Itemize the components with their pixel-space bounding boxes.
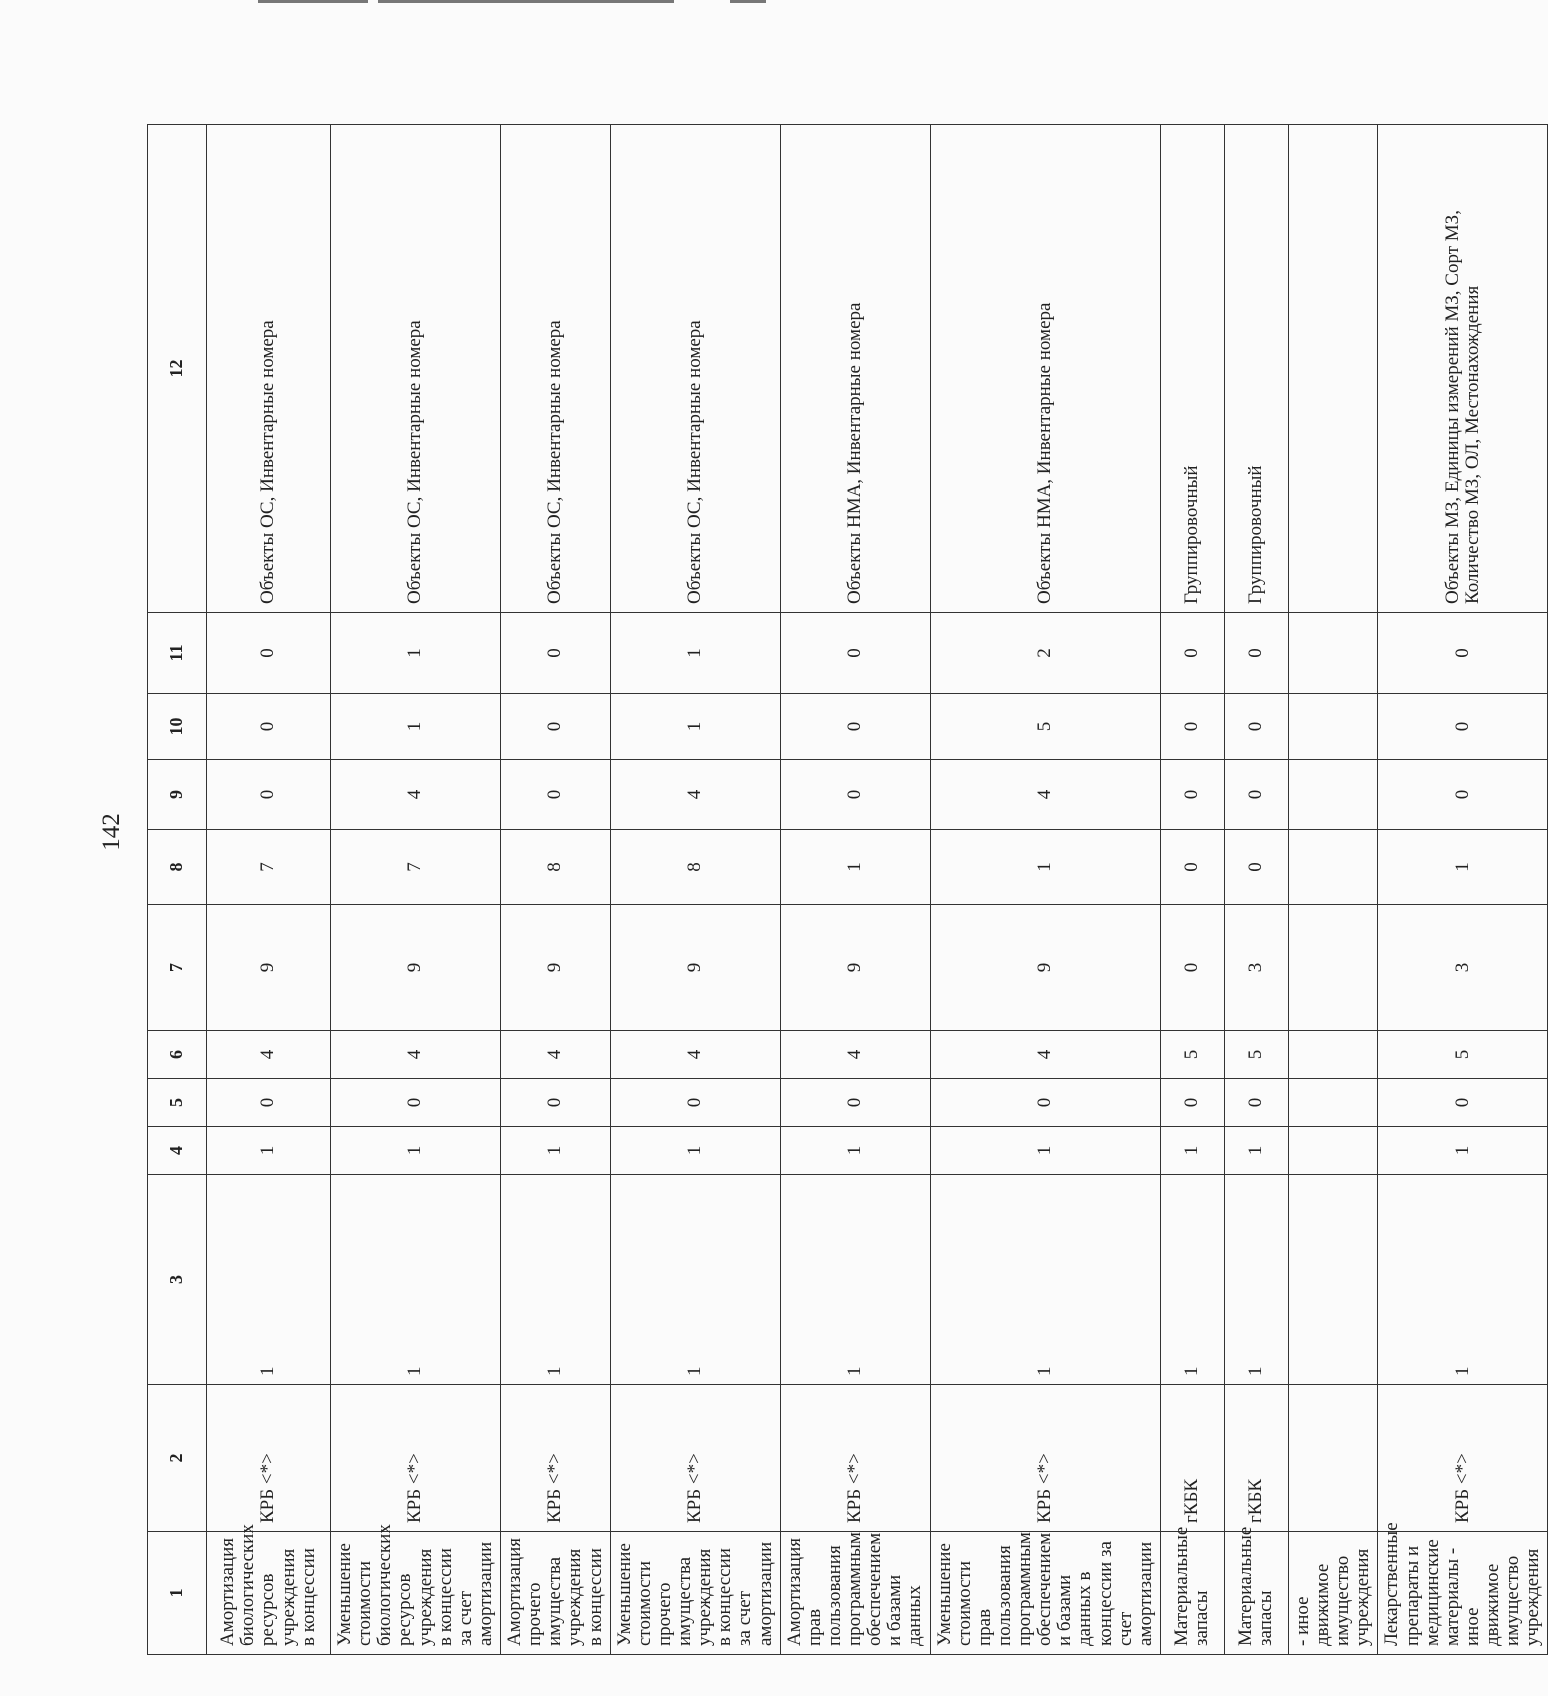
column-header-12: 12	[148, 125, 207, 613]
digit-col-11-cell	[1288, 613, 1378, 694]
column-header-2: 2	[148, 1385, 207, 1532]
digit-col-11-cell: 0	[207, 613, 331, 694]
kbk-code-cell: гКБК	[1160, 1385, 1224, 1532]
analytics-cell: Объекты ОС, Инвентарные номера	[501, 125, 611, 613]
table-row	[331, 125, 501, 1655]
analytics-cell: Группировочный	[1160, 125, 1224, 613]
table-body	[148, 125, 1548, 1655]
digit-col-8-cell: 0	[1224, 830, 1288, 905]
digit-col-4-cell: 1	[1160, 1127, 1224, 1175]
digit-col-4-cell: 1	[331, 1127, 501, 1175]
digit-col-7-cell: 9	[610, 905, 780, 1031]
kbk-code-cell: КРБ <*>	[930, 1385, 1160, 1532]
digit-col-9-cell: 0	[501, 760, 611, 830]
digit-col-9-cell: 0	[1378, 760, 1548, 830]
digit-col-8-cell: 8	[501, 830, 611, 905]
analytics-cell: Группировочный	[1224, 125, 1288, 613]
table-row	[207, 125, 331, 1655]
digit-col-10-cell: 1	[331, 694, 501, 760]
table-row	[1288, 125, 1378, 1655]
digit-col-3-cell: 1	[1160, 1175, 1224, 1385]
digit-col-6-cell: 5	[1224, 1031, 1288, 1079]
table-row	[501, 125, 611, 1655]
digit-col-4-cell: 1	[1224, 1127, 1288, 1175]
analytics-cell: Объекты ОС, Инвентарные номера	[331, 125, 501, 613]
digit-col-7-cell: 9	[930, 905, 1160, 1031]
digit-col-7-cell: 9	[501, 905, 611, 1031]
digit-col-8-cell: 0	[1160, 830, 1224, 905]
digit-col-5-cell: 0	[1160, 1079, 1224, 1127]
digit-col-7-cell: 3	[1224, 905, 1288, 1031]
digit-col-10-cell: 0	[780, 694, 930, 760]
kbk-code-cell: КРБ <*>	[501, 1385, 611, 1532]
kbk-code-cell: КРБ <*>	[1378, 1385, 1548, 1532]
digit-col-8-cell: 7	[207, 830, 331, 905]
column-header-4: 4	[148, 1127, 207, 1175]
digit-col-5-cell: 0	[501, 1079, 611, 1127]
digit-col-7-cell: 9	[331, 905, 501, 1031]
digit-col-10-cell: 0	[1224, 694, 1288, 760]
digit-col-3-cell	[1288, 1175, 1378, 1385]
scan-edge-mark	[378, 0, 674, 3]
table-header-row	[148, 125, 207, 1655]
digit-col-8-cell: 1	[930, 830, 1160, 905]
digit-col-6-cell: 4	[610, 1031, 780, 1079]
analytics-cell: Объекты ОС, Инвентарные номера	[207, 125, 331, 613]
digit-col-4-cell: 1	[207, 1127, 331, 1175]
digit-col-4-cell	[1288, 1127, 1378, 1175]
digit-col-6-cell: 4	[780, 1031, 930, 1079]
digit-col-6-cell	[1288, 1031, 1378, 1079]
digit-col-5-cell	[1288, 1079, 1378, 1127]
column-header-1: 1	[148, 1532, 207, 1655]
digit-col-4-cell: 1	[930, 1127, 1160, 1175]
digit-col-4-cell: 1	[501, 1127, 611, 1175]
column-header-8: 8	[148, 830, 207, 905]
digit-col-3-cell: 1	[610, 1175, 780, 1385]
digit-col-11-cell: 1	[331, 613, 501, 694]
table-row	[930, 125, 1160, 1655]
digit-col-11-cell: 2	[930, 613, 1160, 694]
digit-col-5-cell: 0	[1224, 1079, 1288, 1127]
kbk-code-cell: КРБ <*>	[780, 1385, 930, 1532]
digit-col-11-cell: 0	[1378, 613, 1548, 694]
digit-col-4-cell: 1	[780, 1127, 930, 1175]
table-row	[610, 125, 780, 1655]
digit-col-8-cell	[1288, 830, 1378, 905]
digit-col-6-cell: 5	[1160, 1031, 1224, 1079]
digit-col-7-cell	[1288, 905, 1378, 1031]
digit-col-8-cell: 7	[331, 830, 501, 905]
digit-col-4-cell: 1	[1378, 1127, 1548, 1175]
digit-col-7-cell: 3	[1378, 905, 1548, 1031]
digit-col-3-cell: 1	[207, 1175, 331, 1385]
digit-col-10-cell: 1	[610, 694, 780, 760]
item-name-cell: Материальные запасы	[1160, 1532, 1224, 1655]
digit-col-9-cell: 4	[930, 760, 1160, 830]
digit-col-10-cell: 0	[501, 694, 611, 760]
digit-col-5-cell: 0	[780, 1079, 930, 1127]
item-name-cell: Амортизация прочего имущества учреждения в концессии	[501, 1532, 611, 1655]
scan-edge-mark	[258, 0, 368, 3]
digit-col-6-cell: 4	[207, 1031, 331, 1079]
kbk-code-cell: КРБ <*>	[610, 1385, 780, 1532]
item-name-cell: Амортизация прав пользования программным обеспечением и базами данных	[780, 1532, 930, 1655]
digit-col-6-cell: 4	[501, 1031, 611, 1079]
table-row	[780, 125, 930, 1655]
digit-col-3-cell: 1	[1224, 1175, 1288, 1385]
digit-col-9-cell: 0	[1224, 760, 1288, 830]
kbk-code-cell: КРБ <*>	[207, 1385, 331, 1532]
column-header-5: 5	[148, 1079, 207, 1127]
digit-col-11-cell: 0	[501, 613, 611, 694]
item-name-cell: Уменьшение стоимости прав пользования программным обеспечением и базами данных в концессии за счет амортизации	[930, 1532, 1160, 1655]
item-name-cell: Уменьшение стоимости прочего имущества учреждения в концессии за счет амортизации	[610, 1532, 780, 1655]
kbk-code-cell	[1288, 1385, 1378, 1532]
item-name-cell: Уменьшение стоимости биологических ресурсов учреждения в концессии за счет амортизации	[331, 1532, 501, 1655]
digit-col-5-cell: 0	[610, 1079, 780, 1127]
digit-col-10-cell: 0	[1160, 694, 1224, 760]
digit-col-9-cell: 4	[610, 760, 780, 830]
digit-col-5-cell: 0	[207, 1079, 331, 1127]
digit-col-3-cell: 1	[780, 1175, 930, 1385]
column-header-11: 11	[148, 613, 207, 694]
digit-col-9-cell: 4	[331, 760, 501, 830]
analytics-cell: Объекты МЗ, Единицы измерений МЗ, Сорт МЗ, Количество МЗ, ОЛ, Местонахождения	[1378, 125, 1548, 613]
column-header-9: 9	[148, 760, 207, 830]
digit-col-7-cell: 9	[780, 905, 930, 1031]
digit-col-6-cell: 4	[331, 1031, 501, 1079]
column-header-7: 7	[148, 905, 207, 1031]
item-name-cell: Материальные запасы	[1224, 1532, 1288, 1655]
digit-col-10-cell: 0	[207, 694, 331, 760]
page-number-text: 142	[98, 813, 125, 851]
kbk-code-cell: гКБК	[1224, 1385, 1288, 1532]
digit-col-7-cell: 9	[207, 905, 331, 1031]
digit-col-5-cell: 0	[1378, 1079, 1548, 1127]
digit-col-9-cell: 0	[780, 760, 930, 830]
digit-col-5-cell: 0	[331, 1079, 501, 1127]
digit-col-3-cell: 1	[331, 1175, 501, 1385]
analytics-cell: Объекты НМА, Инвентарные номера	[780, 125, 930, 613]
analytics-cell	[1288, 125, 1378, 613]
page-number	[92, 812, 132, 852]
digit-col-6-cell: 5	[1378, 1031, 1548, 1079]
digit-col-10-cell: 5	[930, 694, 1160, 760]
column-header-3: 3	[148, 1175, 207, 1385]
digit-col-9-cell: 0	[1160, 760, 1224, 830]
accounting-table	[147, 124, 1548, 1655]
digit-col-9-cell	[1288, 760, 1378, 830]
digit-col-4-cell: 1	[610, 1127, 780, 1175]
digit-col-11-cell: 0	[1160, 613, 1224, 694]
digit-col-9-cell: 0	[207, 760, 331, 830]
digit-col-11-cell: 0	[1224, 613, 1288, 694]
column-header-10: 10	[148, 694, 207, 760]
item-name-cell: Лекарственные препараты и медицинские материалы - иное движимое имущество учреждения	[1378, 1532, 1548, 1655]
digit-col-3-cell: 1	[501, 1175, 611, 1385]
digit-col-3-cell: 1	[930, 1175, 1160, 1385]
item-name-cell: - иное движимое имущество учреждения	[1288, 1532, 1378, 1655]
digit-col-11-cell: 1	[610, 613, 780, 694]
kbk-code-cell: КРБ <*>	[331, 1385, 501, 1532]
table-row	[1224, 125, 1288, 1655]
analytics-cell: Объекты НМА, Инвентарные номера	[930, 125, 1160, 613]
item-name-cell: Амортизация биологических ресурсов учреждения в концессии	[207, 1532, 331, 1655]
table-frame	[147, 125, 1544, 1655]
analytics-cell: Объекты ОС, Инвентарные номера	[610, 125, 780, 613]
digit-col-11-cell: 0	[780, 613, 930, 694]
digit-col-10-cell	[1288, 694, 1378, 760]
column-header-6: 6	[148, 1031, 207, 1079]
digit-col-8-cell: 1	[1378, 830, 1548, 905]
scan-edge-mark	[730, 0, 766, 3]
digit-col-5-cell: 0	[930, 1079, 1160, 1127]
digit-col-10-cell: 0	[1378, 694, 1548, 760]
digit-col-3-cell: 1	[1378, 1175, 1548, 1385]
digit-col-7-cell: 0	[1160, 905, 1224, 1031]
digit-col-8-cell: 1	[780, 830, 930, 905]
digit-col-8-cell: 8	[610, 830, 780, 905]
digit-col-6-cell: 4	[930, 1031, 1160, 1079]
table-row	[1160, 125, 1224, 1655]
table-row	[1378, 125, 1548, 1655]
